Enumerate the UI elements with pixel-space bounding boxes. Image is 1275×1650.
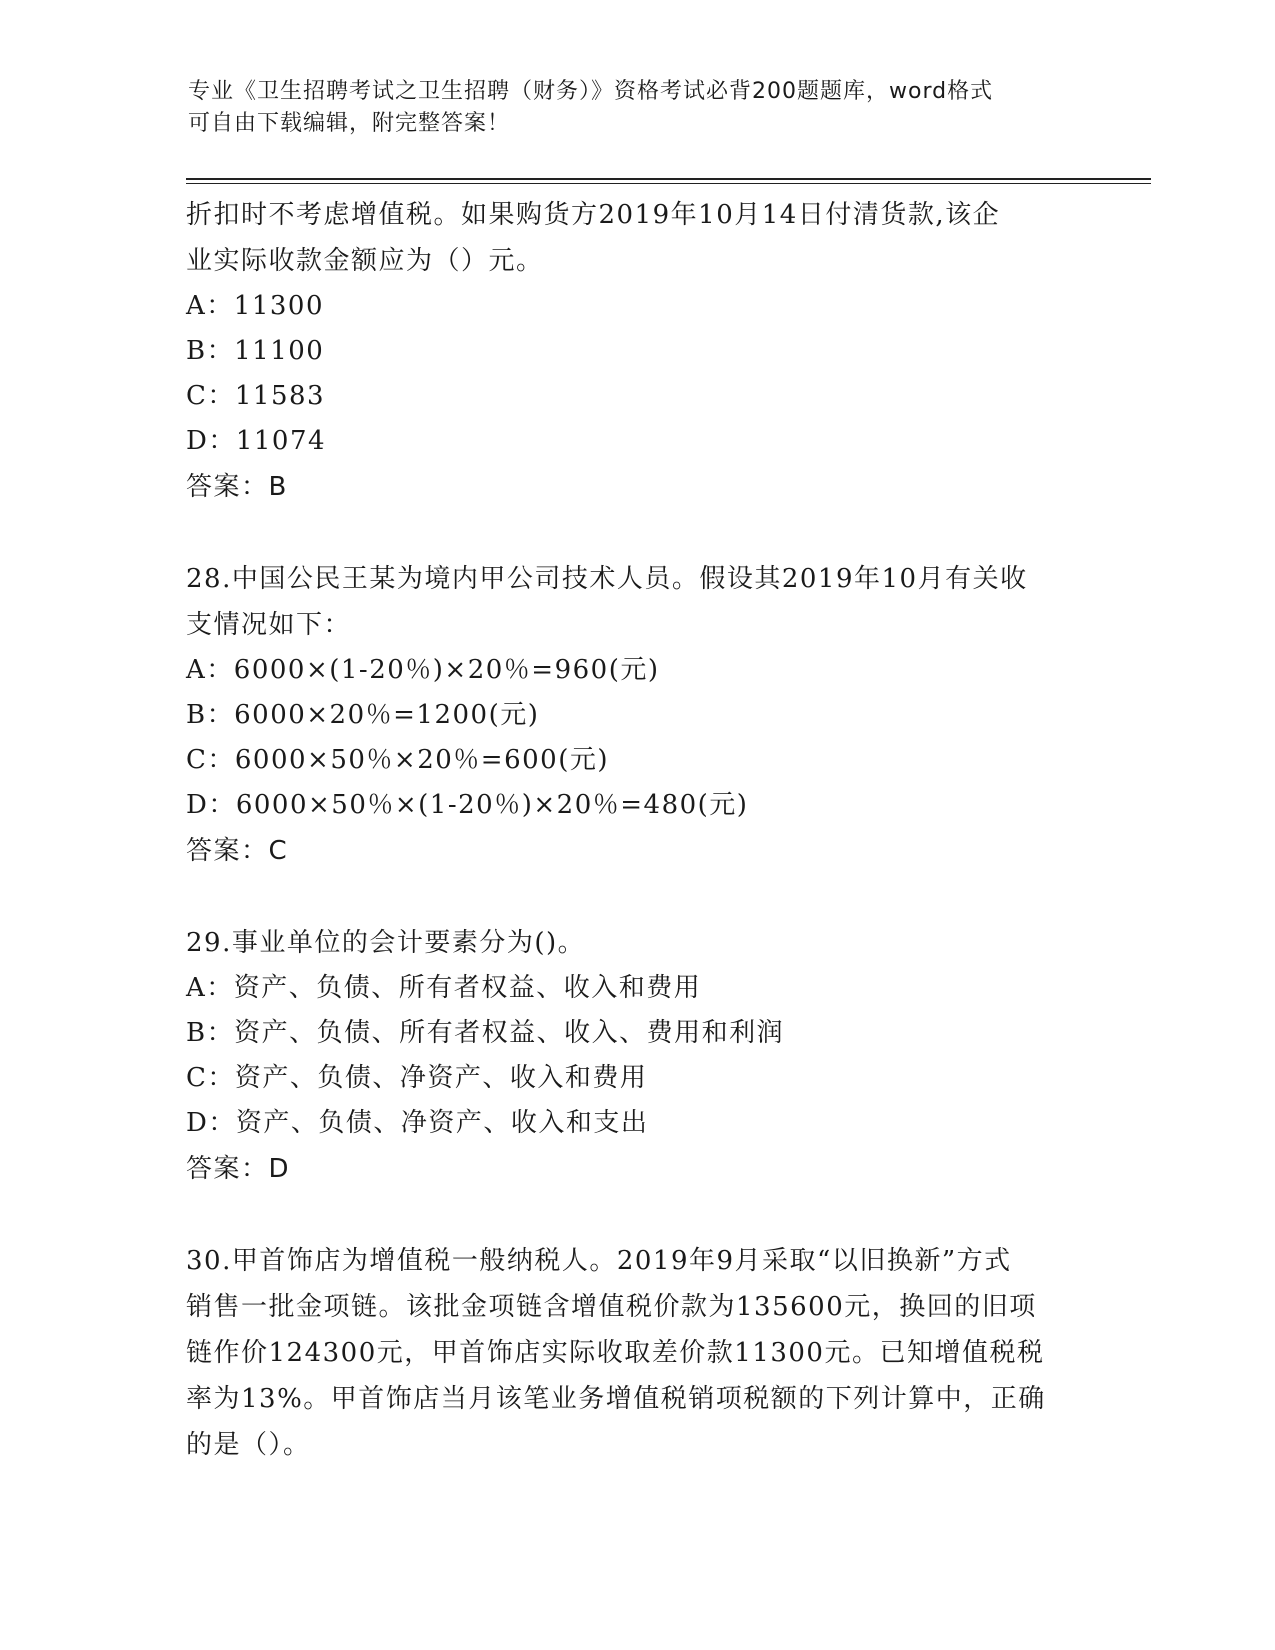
answer-line: 答案：C: [186, 836, 289, 866]
question-stem-line: 业实际收款金额应为（）元。: [186, 246, 544, 276]
answer-line: 答案：B: [186, 472, 288, 502]
header-title-line-2: 可自由下载编辑，附完整答案！: [188, 111, 511, 136]
option-b: B：11100: [186, 336, 325, 366]
answer-line: 答案：D: [186, 1154, 291, 1184]
option-b: B：资产、负债、所有者权益、收入、费用和利润: [186, 1018, 785, 1048]
option-d: D：6000×50％×(1-20％)×20％=480(元): [186, 790, 749, 820]
question-stem-line: 率为13%。甲首饰店当月该笔业务增值税销项税额的下列计算中，正确: [186, 1384, 1046, 1414]
question-stem-line: 29.事业单位的会计要素分为()。: [186, 928, 586, 958]
option-c: C：11583: [186, 381, 326, 411]
question-stem-line: 链作价124300元，甲首饰店实际收取差价款11300元。已知增值税税: [186, 1338, 1045, 1368]
option-c: C：6000×50％×20％=600(元): [186, 745, 609, 775]
page-header: [188, 76, 1088, 140]
question-29: [186, 920, 1086, 1192]
question-stem-line: 的是（）。: [186, 1430, 311, 1460]
option-d: D：资产、负债、净资产、收入和支出: [186, 1108, 649, 1138]
question-content: [186, 192, 1086, 1468]
option-a: A：资产、负债、所有者权益、收入和费用: [186, 973, 702, 1003]
header-title-line-1: 专业《卫生招聘考试之卫生招聘（财务）》资格考试必背200题题库，word格式: [188, 79, 994, 104]
question-stem-line: 28.中国公民王某为境内甲公司技术人员。假设其2019年10月有关收: [186, 564, 1028, 594]
question-stem-line: 销售一批金项链。该批金项链含增值税价款为135600元，换回的旧项: [186, 1292, 1037, 1322]
option-c: C：资产、负债、净资产、收入和费用: [186, 1063, 648, 1093]
option-a: A：11300: [186, 291, 324, 321]
question-stem-line: 折扣时不考虑增值税。如果购货方2019年10月14日付清货款,该企: [186, 200, 1001, 230]
option-d: D：11074: [186, 426, 327, 456]
question-stem-line: 支情况如下：: [186, 610, 352, 640]
question-27: [186, 192, 1086, 510]
header-divider: [186, 178, 1151, 184]
option-a: A：6000×(1-20％)×20％=960(元): [186, 655, 660, 685]
question-28: [186, 556, 1086, 874]
question-stem-line: 30.甲首饰店为增值税一般纳税人。2019年9月采取“以旧换新”方式: [186, 1246, 1012, 1276]
option-b: B：6000×20％=1200(元): [186, 700, 540, 730]
question-30: [186, 1238, 1086, 1468]
